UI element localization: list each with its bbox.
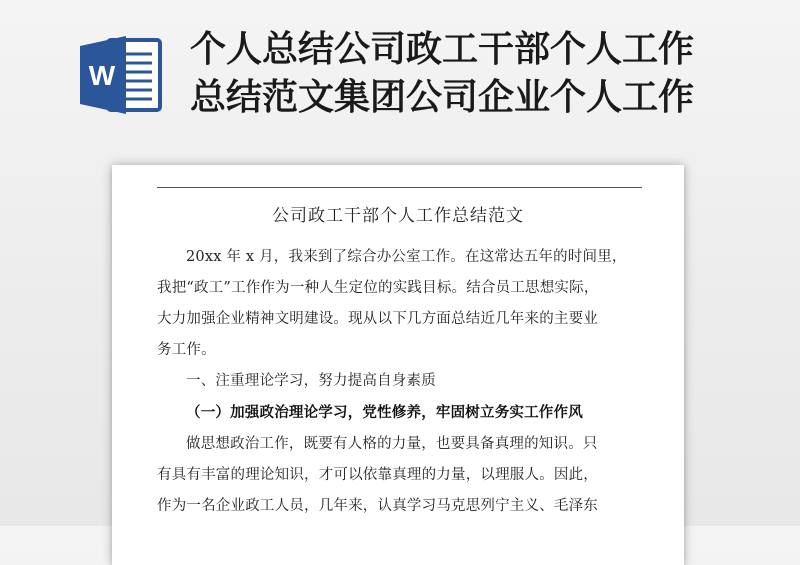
paragraph-line: 大力加强企业精神文明建设。现从以下几方面总结近几年来的主要业 bbox=[157, 311, 598, 327]
word-icon-letter: W bbox=[88, 60, 116, 91]
subsection-heading: （一）加强政治理论学习，党性修养，牢固树立务实工作作风 bbox=[186, 404, 583, 421]
paragraph-line: 我把“政工”工作作为一种人生定位的实践目标。结合员工思想实际， bbox=[157, 280, 599, 296]
header-title bbox=[190, 26, 790, 122]
document-title: 公司政工干部个人工作总结范文 bbox=[272, 206, 524, 226]
paragraph-line: 有具有丰富的理论知识，才可以依靠真理的力量，以理服人。因此， bbox=[157, 467, 598, 483]
paragraph-line: 作为一名企业政工人员，几年来，认真学习马克思列宁主义、毛泽东 bbox=[157, 498, 598, 514]
header-title-line-2: 总结范文集团公司企业个人工作 bbox=[190, 77, 695, 118]
paragraph-line: 20xx 年 x 月，我来到了综合办公室工作。在这常达五年的时间里， bbox=[186, 249, 627, 265]
header-title-line-1: 个人总结公司政工干部个人工作 bbox=[190, 29, 695, 70]
section-heading: 一、注重理论学习，努力提高自身素质 bbox=[186, 373, 436, 389]
header-rule bbox=[157, 187, 642, 188]
paragraph-line: 务工作。 bbox=[157, 342, 216, 358]
document-page bbox=[112, 165, 684, 565]
paragraph-line: 做思想政治工作，既要有人格的力量，也要具备真理的知识。只 bbox=[186, 436, 598, 452]
word-icon bbox=[78, 34, 164, 116]
